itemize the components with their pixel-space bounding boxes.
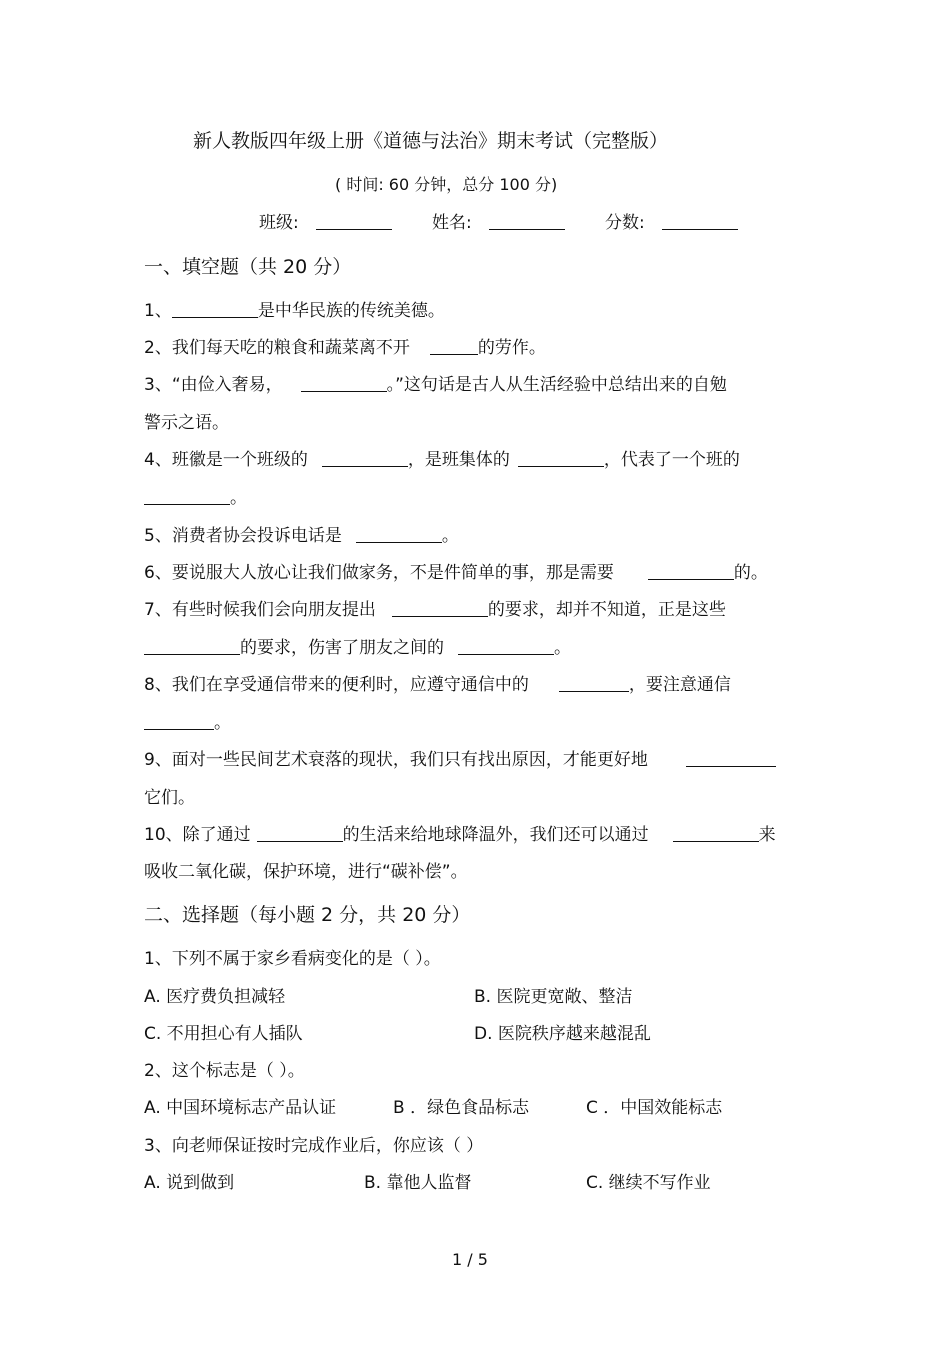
q1-text: 是中华民族的传统美德。 <box>257 301 445 321</box>
q3-text-a: 3、“由俭入奢易， <box>144 375 283 395</box>
q2-blank[interactable] <box>430 337 478 355</box>
class-field <box>259 211 392 235</box>
q8-text-b: ，要注意通信 <box>628 675 731 695</box>
q1-number: 1、 <box>144 301 172 321</box>
q8-blank-1[interactable] <box>559 674 629 692</box>
q8-blank-2[interactable] <box>144 712 214 730</box>
question-8-cont <box>144 711 231 735</box>
q2-text-a: 2、我们每天吃的粮食和蔬菜离不开 <box>144 338 410 358</box>
choice-question-3: 3、向老师保证按时完成作业后，你应该（ ） <box>144 1136 484 1156</box>
page-title: 新人教版四年级上册《道德与法治》期末考试（完整版） <box>193 130 669 152</box>
q7-text-c: 的要求，伤害了朋友之间的 <box>240 638 444 658</box>
name-label: 姓名: <box>432 213 472 233</box>
class-label: 班级: <box>259 213 299 233</box>
question-1 <box>144 299 445 323</box>
page-number: 1 / 5 <box>452 1250 488 1269</box>
q6-text-a: 6、要说服大人放心让我们做家务，不是件简单的事，那是需要 <box>144 563 614 583</box>
question-9-cont: 它们。 <box>144 788 195 808</box>
c3-option-b[interactable]: B. 靠他人监督 <box>364 1173 472 1193</box>
class-blank[interactable] <box>316 212 392 230</box>
q10-text-a: 10、除了通过 <box>144 825 251 845</box>
question-5 <box>144 524 459 548</box>
q7-blank-3[interactable] <box>458 637 554 655</box>
q4-text-b: ，是班集体的 <box>407 450 510 470</box>
c2-option-a[interactable]: A. 中国环境标志产品认证 <box>144 1098 337 1118</box>
q5-blank[interactable] <box>356 525 442 543</box>
c1-option-c[interactable]: C. 不用担心有人插队 <box>144 1024 303 1044</box>
q1-blank[interactable] <box>172 300 258 318</box>
q4-text-a: 4、班徽是一个班级的 <box>144 450 308 470</box>
q10-blank-2[interactable] <box>673 824 759 842</box>
q5-text-a: 5、消费者协会投诉电话是 <box>144 526 342 546</box>
question-3 <box>144 373 727 397</box>
choice-question-2: 2、这个标志是（ ）。 <box>144 1061 305 1081</box>
score-blank[interactable] <box>662 212 738 230</box>
q4-blank-1[interactable] <box>322 449 408 467</box>
question-2 <box>144 336 546 360</box>
c1-option-a[interactable]: A. 医疗费负担减轻 <box>144 987 286 1007</box>
question-4 <box>144 448 740 472</box>
section-heading-multiple-choice: 二、选择题（每小题 2 分，共 20 分） <box>144 904 471 926</box>
c1-option-d[interactable]: D. 医院秩序越来越混乱 <box>474 1024 651 1044</box>
choice-question-1: 1、下列不属于家乡看病变化的是（ ）。 <box>144 949 441 969</box>
c3-option-a[interactable]: A. 说到做到 <box>144 1173 235 1193</box>
question-8 <box>144 673 731 697</box>
q4-text-c: ，代表了一个班的 <box>603 450 740 470</box>
q7-blank-1[interactable] <box>392 599 488 617</box>
q10-text-c: 来 <box>758 825 776 845</box>
c2-option-c[interactable]: C ．中国效能标志 <box>586 1098 723 1118</box>
q7-text-a: 7、有些时候我们会向朋友提出 <box>144 600 376 620</box>
question-4-cont <box>144 486 247 510</box>
q8-text-a: 8、我们在享受通信带来的便利时，应遵守通信中的 <box>144 675 529 695</box>
q7-text-d: 。 <box>554 638 571 658</box>
q10-text-b: 的生活来给地球降温外，我们还可以通过 <box>342 825 649 845</box>
q5-text-b: 。 <box>441 526 459 546</box>
q7-text-b: 的要求，却并不知道，正是这些 <box>487 600 726 620</box>
question-3-cont: 警示之语。 <box>144 413 229 433</box>
q4-text-d: 。 <box>230 488 247 508</box>
question-7-cont <box>144 636 571 660</box>
q6-text-b: 的。 <box>733 563 768 583</box>
question-10-cont: 吸收二氧化碳，保护环境，进行“碳补偿”。 <box>144 862 468 882</box>
score-label: 分数: <box>605 213 645 233</box>
q3-blank[interactable] <box>301 374 387 392</box>
q7-blank-2[interactable] <box>144 637 240 655</box>
section-heading-fill-in: 一、填空题（共 20 分） <box>144 256 352 278</box>
score-field <box>605 211 738 235</box>
c1-option-b[interactable]: B. 医院更宽敞、整洁 <box>474 987 633 1007</box>
question-9 <box>144 748 776 772</box>
q4-blank-2[interactable] <box>518 449 604 467</box>
name-field <box>432 211 565 235</box>
name-blank[interactable] <box>489 212 565 230</box>
q2-text-b: 的劳作。 <box>477 338 546 358</box>
q4-blank-3[interactable] <box>144 487 230 505</box>
q9-text-a: 9、面对一些民间艺术衰落的现状，我们只有找出原因，才能更好地 <box>144 750 648 770</box>
q3-text-b: 。”这句话是古人从生活经验中总结出来的自勉 <box>386 375 727 395</box>
q10-blank-1[interactable] <box>257 824 343 842</box>
c2-option-b[interactable]: B ．绿色食品标志 <box>393 1098 530 1118</box>
question-7 <box>144 598 726 622</box>
c3-option-c[interactable]: C. 继续不写作业 <box>586 1173 711 1193</box>
q8-text-c: 。 <box>214 713 231 733</box>
q9-blank[interactable] <box>686 749 776 767</box>
question-10 <box>144 823 776 847</box>
question-6 <box>144 561 768 585</box>
exam-info: ( 时间: 60 分钟，总分 100 分) <box>335 175 558 194</box>
q6-blank[interactable] <box>648 562 734 580</box>
